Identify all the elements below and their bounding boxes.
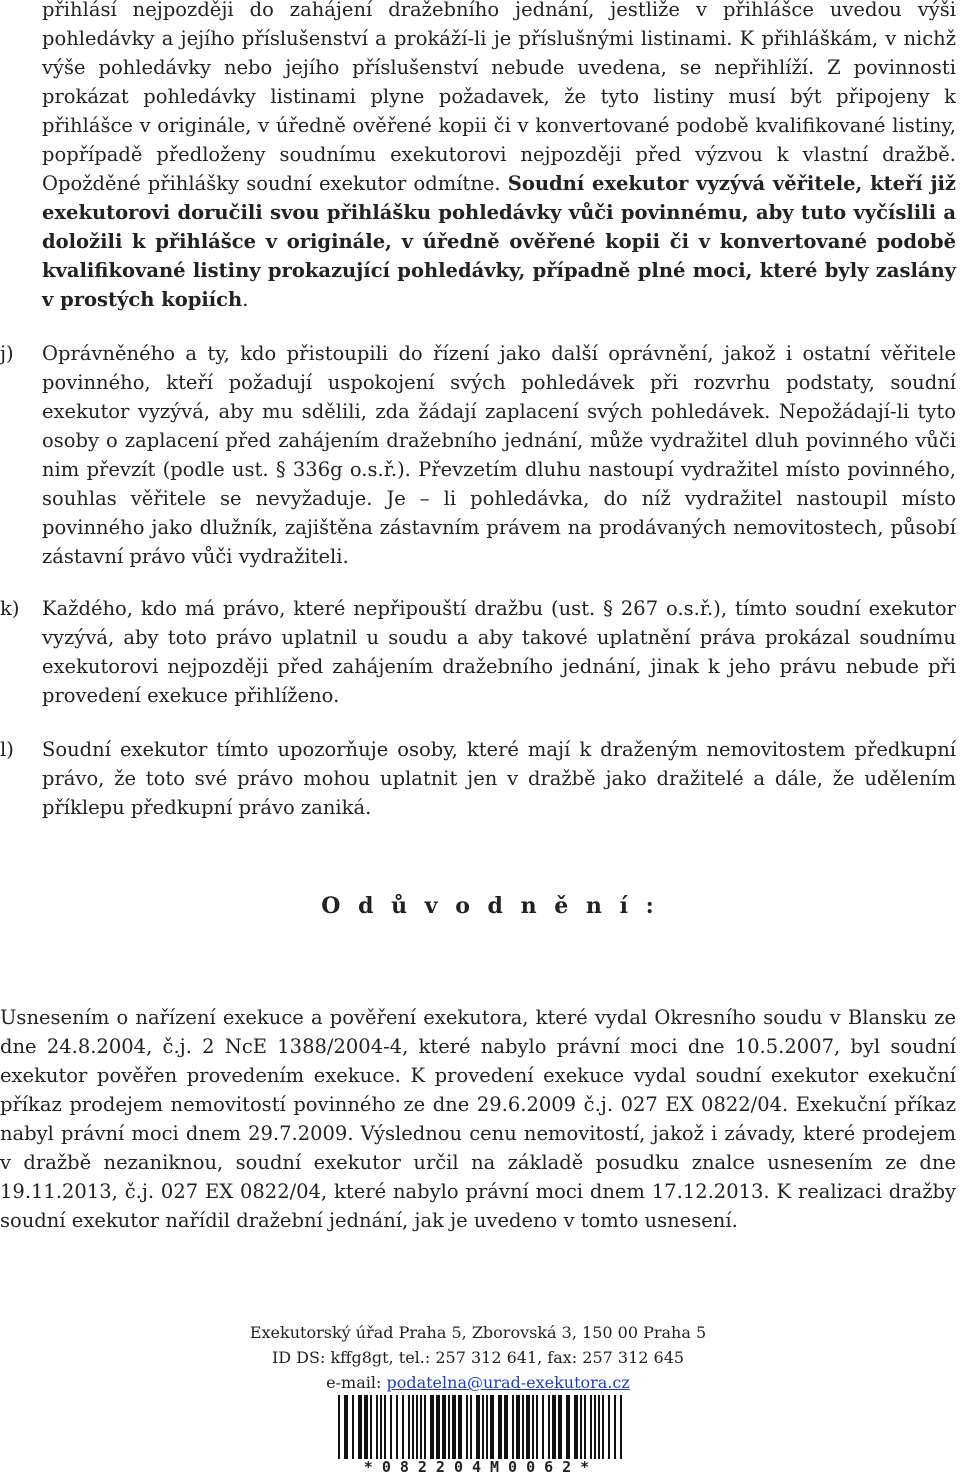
barcode-bar (448, 1395, 450, 1459)
barcode-bar (436, 1395, 440, 1459)
office-footer (0, 1320, 956, 1395)
barcode-bar (486, 1395, 488, 1459)
list-item-k (0, 594, 956, 710)
barcode-graphic (336, 1395, 626, 1459)
office-address: Exekutorský úřad Praha 5, Zborovská 3, 150 00 Praha 5 (249, 1323, 707, 1342)
barcode-bar (522, 1395, 524, 1459)
barcode-bar (614, 1395, 616, 1459)
barcode-bar (458, 1395, 462, 1459)
barcode-bar (552, 1395, 556, 1459)
barcode-bar (376, 1395, 378, 1459)
barcode-bar (590, 1395, 592, 1459)
barcode-bar (358, 1395, 362, 1459)
barcode-bar (504, 1395, 508, 1459)
list-item-label: j) (0, 342, 14, 365)
barcode-bar (408, 1395, 410, 1459)
barcode-bar (526, 1395, 530, 1459)
list-item-label: l) (0, 738, 14, 761)
continuation-text: přihlásí nejpozději do zahájení dražebního jednání, jestliže v přihlášce uvedou výši pohledávky a jejího příslušenství a prokáží-li je příslušnými listinami. K přihláškám, v nichž výše pohledávky nebo jejího příslušenství nebude uvedena, se nepřihlíží. Z povinnosti prokázat pohledávky listinami plyne požadavek, že tyto listiny musí být připojeny k přihlášce v originále, v úředně ověřené kopii či v konvertované podobě kvalifikované listiny, popřípadě předloženy soudnímu exekutorovi nejpozději před výzvou k vlastní dražbě. Opožděné přihlášky soudní exekutor odmítne. (42, 0, 956, 195)
barcode-bar (482, 1395, 484, 1459)
barcode-bar (584, 1395, 586, 1459)
barcode-bar (420, 1395, 422, 1459)
list-item-j (0, 339, 956, 571)
list-item-label: k) (0, 597, 20, 620)
barcode-bar (370, 1395, 372, 1459)
barcode-bar (396, 1395, 398, 1459)
barcode-bar (608, 1395, 610, 1459)
barcode-bar (352, 1395, 354, 1459)
barcode-bar (548, 1395, 550, 1459)
email-link[interactable]: podatelna@urad-exekutora.cz (386, 1373, 630, 1392)
email-label: e-mail: (326, 1373, 387, 1392)
creditor-call-text: Soudní exekutor vyzývá věřitele, kteří již exekutorovi doručili svou přihlášku pohledávky vůči povinnému, aby tuto vyčíslili a doložili k přihlášce v originále, v úředně ověřené kopii či v konvertované podobě kvalifikované listiny prokazující pohledávky, případně plné moci, které byly zaslány v prostých kopiích (42, 172, 956, 311)
barcode-bar (466, 1395, 468, 1459)
barcode-bar (424, 1395, 426, 1459)
barcode-bar (344, 1395, 348, 1459)
barcode-bar (512, 1395, 514, 1459)
continuation-paragraph (42, 0, 956, 314)
barcode-bar (338, 1395, 340, 1459)
barcode-bar (416, 1395, 418, 1459)
barcode-bar (574, 1395, 578, 1459)
barcode-bar (580, 1395, 582, 1459)
barcode-bar (442, 1395, 446, 1459)
barcode-bar (412, 1395, 414, 1459)
barcode-bar (384, 1395, 386, 1459)
creditor-call-period: . (242, 288, 249, 311)
barcode-label: *082204M0062* (363, 1458, 599, 1476)
barcode-bar (364, 1395, 368, 1459)
barcode-bar (498, 1395, 502, 1459)
barcode-bar (598, 1395, 600, 1459)
barcode-bar (532, 1395, 534, 1459)
list-item-text: Oprávněného a ty, kdo přistoupili do řízení jako další oprávnění, jakož i ostatní věřitele povinného, kteří požadují uspokojení svých pohledávek při rozvrhu podstaty, soudní exekutor vyzývá, aby mu sdělili, zda žádají zaplacení svých pohledávek. Nepožádají-li tyto osoby o zaplacení před zahájením dražebního jednání, může vydražitel dluh povinného vůči nim převzít (podle ust. § 336g o.s.ř.). Převzetím dluhu nastoupí vydražitel místo povinného, souhlas věřitele se nevyžaduje. Je – li pohledávka, do níž vydražitel nastoupil místo povinného jako dlužník, zajištěna zástavním právem na prodávaných nemovitostech, působí zástavní právo vůči vydražiteli. (42, 342, 956, 568)
office-email-line (0, 1370, 956, 1395)
list-item-text: Soudní exekutor tímto upozorňuje osoby, které mají k draženým nemovitostem předkupní právo, že toto své právo mohou uplatnit jen v dražbě jako dražitelé a dále, že udělením příklepu předkupní právo zaniká. (42, 738, 956, 819)
barcode-bar (620, 1395, 622, 1459)
barcode-bar (402, 1395, 404, 1459)
reasoning-paragraph: Usnesením o nařízení exekuce a pověření exekutora, které vydal Okresního soudu v Blansku ze dne 24.8.2004, č.j. 2 NcE 1388/2004-4, které nabylo právní moci dne 10.5.2007, byl soudní exekutor pověřen provedením exekuce. K provedení exekuce vydal soudní exekutor exekuční příkaz prodejem nemovitostí povinného ze dne 29.6.2009 č.j. 027 EX 0822/04. Exekuční příkaz nabyl právní moci dnem 29.7.2009. Výslednou cenu nemovitostí, jakož i závady, které prodejem v dražbě nezaniknou, soudní exekutor určil na základě posudku znalce usnesením ze dne 19.11.2013, č.j. 027 EX 0822/04, které nabylo právní moci dnem 17.12.2013. K realizaci dražby soudní exekutor nařídil dražební jednání, jak je uvedeno v tomto usnesení. (0, 1006, 956, 1232)
barcode-bar (490, 1395, 494, 1459)
barcode-bar (558, 1395, 562, 1459)
barcode-bar (476, 1395, 480, 1459)
list-item-text: Každého, kdo má právo, které nepřipouští dražbu (ust. § 267 o.s.ř.), tímto soudní exekutor vyzývá, aby toto právo uplatnil u soudu a aby takové uplatnění práva prokázal soudnímu exekutorovi nejpozději před zahájením dražebního jednání, jinak k jeho právu nebude při provedení exekuce přihlíženo. (42, 597, 956, 707)
barcode-bar (542, 1395, 544, 1459)
barcode-bar (516, 1395, 520, 1459)
reasoning-heading: O d ů v o d n ě n í : (321, 893, 659, 919)
barcode-bar (380, 1395, 382, 1459)
barcode-bar (390, 1395, 392, 1459)
barcode-bar (430, 1395, 434, 1459)
barcode-bar (470, 1395, 472, 1459)
list-item-l (0, 735, 956, 822)
barcode-bar (566, 1395, 570, 1459)
barcode-bar (602, 1395, 604, 1459)
barcode-bar (452, 1395, 456, 1459)
office-contacts: ID DS: kffg8gt, tel.: 257 312 641, fax: 257 312 645 (271, 1348, 685, 1367)
barcode-bar (536, 1395, 538, 1459)
barcode-bar (594, 1395, 596, 1459)
